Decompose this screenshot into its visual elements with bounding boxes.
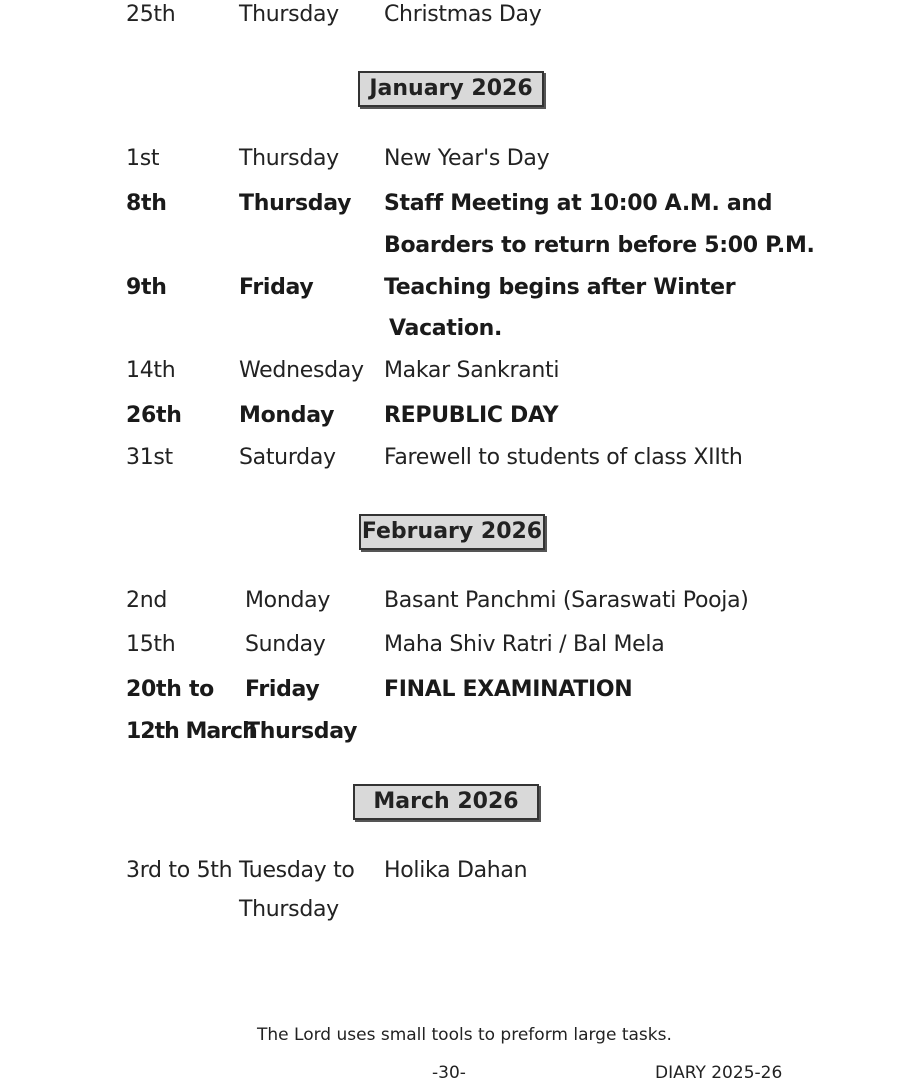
day-jan-14: Wednesday <box>239 358 364 383</box>
event-feb-15: Maha Shiv Ratri / Bal Mela <box>384 632 665 657</box>
event-feb-2: Basant Panchmi (Saraswati Pooja) <box>384 588 749 613</box>
month-heading-march: March 2026 <box>353 784 539 820</box>
day-jan-26: Monday <box>239 403 335 428</box>
footer-quote: The Lord uses small tools to preform large tasks. <box>257 1025 672 1045</box>
date-feb-2: 2nd <box>126 588 168 613</box>
day-mar-3: Tuesday to <box>239 858 355 883</box>
event-jan-8-line2: Boarders to return before 5:00 P.M. <box>384 233 815 258</box>
event-jan-9: Teaching begins after Winter <box>384 275 736 300</box>
event-jan-1: New Year's Day <box>384 146 550 171</box>
date-feb-15: 15th <box>126 632 176 657</box>
date-feb-20: 20th to <box>126 677 214 702</box>
event-dec-25: Christmas Day <box>384 2 542 27</box>
date-jan-9: 9th <box>126 275 167 300</box>
event-jan-8: Staff Meeting at 10:00 A.M. and <box>384 191 773 216</box>
event-jan-31: Farewell to students of class XIIth <box>384 445 743 470</box>
date-jan-14: 14th <box>126 358 176 383</box>
date-jan-26: 26th <box>126 403 182 428</box>
date-dec-25: 25th <box>126 2 176 27</box>
day-jan-31: Saturday <box>239 445 336 470</box>
month-heading-february: February 2026 <box>359 514 545 550</box>
event-feb-20: FINAL EXAMINATION <box>384 677 633 702</box>
day-feb-15: Sunday <box>245 632 326 657</box>
day-feb-2: Monday <box>245 588 331 613</box>
day-dec-25: Thursday <box>239 2 339 27</box>
date-jan-31: 31st <box>126 445 173 470</box>
day-jan-8: Thursday <box>239 191 352 216</box>
event-jan-14: Makar Sankranti <box>384 358 560 383</box>
event-jan-26: REPUBLIC DAY <box>384 403 559 428</box>
page-number: -30- <box>432 1063 466 1083</box>
day-jan-1: Thursday <box>239 146 339 171</box>
diary-label: DIARY 2025-26 <box>655 1063 783 1083</box>
event-mar-3: Holika Dahan <box>384 858 528 883</box>
date-mar-3: 3rd to 5th <box>126 858 233 883</box>
date-jan-1: 1st <box>126 146 160 171</box>
day-mar-3-line2: Thursday <box>239 897 339 922</box>
month-heading-january: January 2026 <box>358 71 544 107</box>
day-mar-12: Thursday <box>245 719 358 744</box>
event-jan-9-line2: Vacation. <box>389 316 503 341</box>
date-mar-12: 12th March <box>126 719 257 744</box>
day-jan-9: Friday <box>239 275 314 300</box>
date-jan-8: 8th <box>126 191 167 216</box>
day-feb-20: Friday <box>245 677 320 702</box>
